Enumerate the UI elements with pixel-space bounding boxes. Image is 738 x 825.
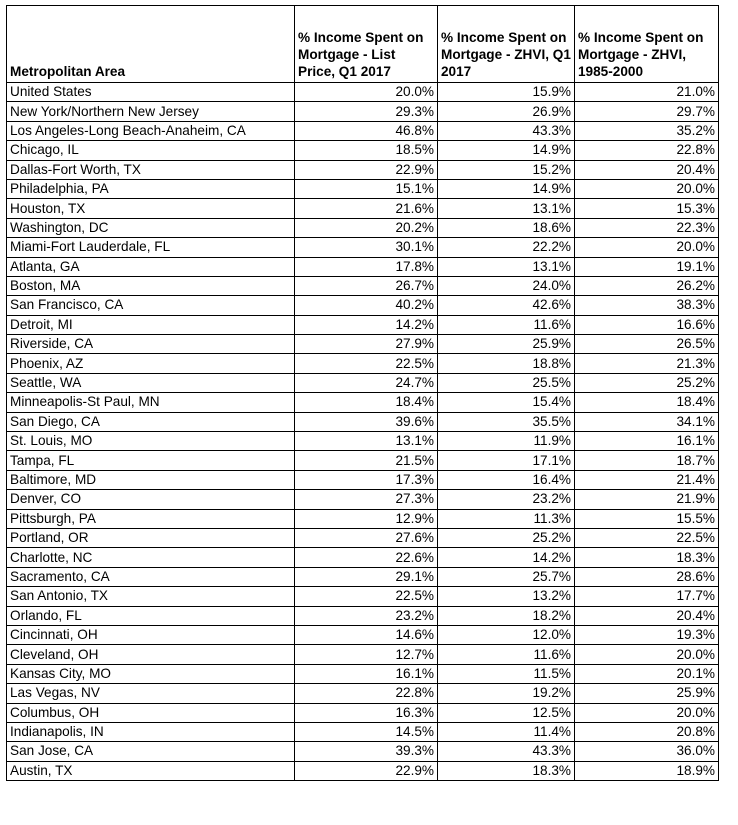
table-row — [7, 121, 719, 140]
zhvi-1985-2000-cell: 25.2% — [575, 373, 719, 392]
zhvi-q1-2017-cell: 18.2% — [438, 606, 575, 625]
list-price-q1-2017-cell: 12.7% — [295, 645, 438, 664]
list-price-q1-2017-cell: 17.8% — [295, 257, 438, 276]
list-price-q1-2017-cell: 22.8% — [295, 684, 438, 703]
zhvi-q1-2017-cell: 43.3% — [438, 742, 575, 761]
list-price-q1-2017-cell: 14.2% — [295, 315, 438, 334]
zhvi-q1-2017-cell: 16.4% — [438, 470, 575, 489]
table-row — [7, 199, 719, 218]
zhvi-1985-2000-cell: 22.8% — [575, 141, 719, 160]
zhvi-q1-2017-cell: 11.6% — [438, 315, 575, 334]
header-zhvi-q1-2017: % Income Spent on Mortgage - ZHVI, Q1 2017 — [438, 6, 575, 83]
zhvi-1985-2000-cell: 25.9% — [575, 684, 719, 703]
list-price-q1-2017-cell: 30.1% — [295, 238, 438, 257]
table-row — [7, 703, 719, 722]
table-row — [7, 83, 719, 102]
mortgage-income-table — [6, 5, 719, 781]
metro-area-cell: San Diego, CA — [7, 412, 295, 431]
zhvi-q1-2017-cell: 13.1% — [438, 257, 575, 276]
zhvi-q1-2017-cell: 14.9% — [438, 179, 575, 198]
metro-area-cell: Los Angeles-Long Beach-Anaheim, CA — [7, 121, 295, 140]
table-row — [7, 354, 719, 373]
zhvi-1985-2000-cell: 20.8% — [575, 722, 719, 741]
metro-area-cell: Washington, DC — [7, 218, 295, 237]
zhvi-1985-2000-cell: 16.1% — [575, 432, 719, 451]
zhvi-1985-2000-cell: 19.3% — [575, 625, 719, 644]
table-row — [7, 141, 719, 160]
list-price-q1-2017-cell: 14.5% — [295, 722, 438, 741]
zhvi-q1-2017-cell: 11.3% — [438, 509, 575, 528]
metro-area-cell: St. Louis, MO — [7, 432, 295, 451]
list-price-q1-2017-cell: 29.1% — [295, 567, 438, 586]
zhvi-1985-2000-cell: 20.0% — [575, 238, 719, 257]
metro-area-cell: Tampa, FL — [7, 451, 295, 470]
table-header — [7, 6, 719, 83]
list-price-q1-2017-cell: 23.2% — [295, 606, 438, 625]
zhvi-q1-2017-cell: 11.6% — [438, 645, 575, 664]
zhvi-1985-2000-cell: 29.7% — [575, 102, 719, 121]
table-row — [7, 606, 719, 625]
table-row — [7, 160, 719, 179]
list-price-q1-2017-cell: 22.9% — [295, 160, 438, 179]
metro-area-cell: Minneapolis-St Paul, MN — [7, 393, 295, 412]
table-body — [7, 83, 719, 781]
zhvi-q1-2017-cell: 19.2% — [438, 684, 575, 703]
zhvi-q1-2017-cell: 18.3% — [438, 761, 575, 780]
zhvi-1985-2000-cell: 15.5% — [575, 509, 719, 528]
table-row — [7, 218, 719, 237]
zhvi-q1-2017-cell: 25.5% — [438, 373, 575, 392]
table-row — [7, 102, 719, 121]
metro-area-cell: Sacramento, CA — [7, 567, 295, 586]
header-metropolitan-area: Metropolitan Area — [7, 6, 295, 83]
list-price-q1-2017-cell: 29.3% — [295, 102, 438, 121]
zhvi-1985-2000-cell: 21.0% — [575, 83, 719, 102]
zhvi-q1-2017-cell: 13.2% — [438, 587, 575, 606]
table-row — [7, 528, 719, 547]
list-price-q1-2017-cell: 20.0% — [295, 83, 438, 102]
list-price-q1-2017-cell: 46.8% — [295, 121, 438, 140]
metro-area-cell: United States — [7, 83, 295, 102]
table-row — [7, 470, 719, 489]
zhvi-1985-2000-cell: 38.3% — [575, 296, 719, 315]
header-zhvi-1985-2000: % Income Spent on Mortgage - ZHVI, 1985-2000 — [575, 6, 719, 83]
metro-area-cell: Austin, TX — [7, 761, 295, 780]
list-price-q1-2017-cell: 26.7% — [295, 276, 438, 295]
table-row — [7, 587, 719, 606]
metro-area-cell: Orlando, FL — [7, 606, 295, 625]
table-row — [7, 625, 719, 644]
metro-area-cell: Cleveland, OH — [7, 645, 295, 664]
table-row — [7, 722, 719, 741]
zhvi-1985-2000-cell: 21.4% — [575, 470, 719, 489]
zhvi-1985-2000-cell: 18.3% — [575, 548, 719, 567]
zhvi-1985-2000-cell: 18.7% — [575, 451, 719, 470]
list-price-q1-2017-cell: 12.9% — [295, 509, 438, 528]
list-price-q1-2017-cell: 15.1% — [295, 179, 438, 198]
zhvi-q1-2017-cell: 43.3% — [438, 121, 575, 140]
zhvi-q1-2017-cell: 24.0% — [438, 276, 575, 295]
metro-area-cell: Philadelphia, PA — [7, 179, 295, 198]
zhvi-q1-2017-cell: 18.8% — [438, 354, 575, 373]
metro-area-cell: Chicago, IL — [7, 141, 295, 160]
header-row — [7, 6, 719, 83]
metro-area-cell: Denver, CO — [7, 490, 295, 509]
list-price-q1-2017-cell: 22.9% — [295, 761, 438, 780]
table-row — [7, 296, 719, 315]
zhvi-q1-2017-cell: 17.1% — [438, 451, 575, 470]
zhvi-q1-2017-cell: 26.9% — [438, 102, 575, 121]
zhvi-1985-2000-cell: 22.5% — [575, 528, 719, 547]
table-row — [7, 179, 719, 198]
table-row — [7, 335, 719, 354]
list-price-q1-2017-cell: 18.4% — [295, 393, 438, 412]
metro-area-cell: Phoenix, AZ — [7, 354, 295, 373]
zhvi-1985-2000-cell: 19.1% — [575, 257, 719, 276]
zhvi-q1-2017-cell: 25.9% — [438, 335, 575, 354]
table-row — [7, 684, 719, 703]
zhvi-1985-2000-cell: 26.5% — [575, 335, 719, 354]
table-row — [7, 567, 719, 586]
zhvi-1985-2000-cell: 21.9% — [575, 490, 719, 509]
zhvi-q1-2017-cell: 23.2% — [438, 490, 575, 509]
zhvi-1985-2000-cell: 21.3% — [575, 354, 719, 373]
zhvi-1985-2000-cell: 28.6% — [575, 567, 719, 586]
zhvi-1985-2000-cell: 20.4% — [575, 606, 719, 625]
list-price-q1-2017-cell: 21.5% — [295, 451, 438, 470]
zhvi-1985-2000-cell: 17.7% — [575, 587, 719, 606]
zhvi-q1-2017-cell: 25.7% — [438, 567, 575, 586]
zhvi-q1-2017-cell: 12.0% — [438, 625, 575, 644]
zhvi-1985-2000-cell: 26.2% — [575, 276, 719, 295]
metro-area-cell: Boston, MA — [7, 276, 295, 295]
metro-area-cell: New York/Northern New Jersey — [7, 102, 295, 121]
metro-area-cell: Columbus, OH — [7, 703, 295, 722]
metro-area-cell: Pittsburgh, PA — [7, 509, 295, 528]
metro-area-cell: Riverside, CA — [7, 335, 295, 354]
zhvi-1985-2000-cell: 15.3% — [575, 199, 719, 218]
zhvi-q1-2017-cell: 15.9% — [438, 83, 575, 102]
zhvi-1985-2000-cell: 35.2% — [575, 121, 719, 140]
metro-area-cell: Houston, TX — [7, 199, 295, 218]
zhvi-q1-2017-cell: 11.5% — [438, 664, 575, 683]
zhvi-q1-2017-cell: 14.9% — [438, 141, 575, 160]
metro-area-cell: San Jose, CA — [7, 742, 295, 761]
metro-area-cell: Cincinnati, OH — [7, 625, 295, 644]
zhvi-q1-2017-cell: 11.9% — [438, 432, 575, 451]
zhvi-1985-2000-cell: 20.4% — [575, 160, 719, 179]
zhvi-1985-2000-cell: 20.0% — [575, 703, 719, 722]
table-row — [7, 548, 719, 567]
list-price-q1-2017-cell: 16.1% — [295, 664, 438, 683]
table-row — [7, 276, 719, 295]
table-row — [7, 664, 719, 683]
list-price-q1-2017-cell: 20.2% — [295, 218, 438, 237]
list-price-q1-2017-cell: 21.6% — [295, 199, 438, 218]
metro-area-cell: Baltimore, MD — [7, 470, 295, 489]
zhvi-1985-2000-cell: 18.9% — [575, 761, 719, 780]
zhvi-q1-2017-cell: 22.2% — [438, 238, 575, 257]
zhvi-q1-2017-cell: 35.5% — [438, 412, 575, 431]
zhvi-1985-2000-cell: 18.4% — [575, 393, 719, 412]
metro-area-cell: Miami-Fort Lauderdale, FL — [7, 238, 295, 257]
header-list-price-q1-2017: % Income Spent on Mortgage - List Price, Q1 2017 — [295, 6, 438, 83]
table-row — [7, 257, 719, 276]
zhvi-1985-2000-cell: 36.0% — [575, 742, 719, 761]
metro-area-cell: Detroit, MI — [7, 315, 295, 334]
table-row — [7, 432, 719, 451]
metro-area-cell: Seattle, WA — [7, 373, 295, 392]
list-price-q1-2017-cell: 16.3% — [295, 703, 438, 722]
zhvi-1985-2000-cell: 20.0% — [575, 179, 719, 198]
list-price-q1-2017-cell: 22.5% — [295, 354, 438, 373]
zhvi-q1-2017-cell: 42.6% — [438, 296, 575, 315]
metro-area-cell: Charlotte, NC — [7, 548, 295, 567]
list-price-q1-2017-cell: 39.3% — [295, 742, 438, 761]
table-row — [7, 451, 719, 470]
list-price-q1-2017-cell: 18.5% — [295, 141, 438, 160]
metro-area-cell: Portland, OR — [7, 528, 295, 547]
metro-area-cell: Las Vegas, NV — [7, 684, 295, 703]
zhvi-q1-2017-cell: 12.5% — [438, 703, 575, 722]
list-price-q1-2017-cell: 40.2% — [295, 296, 438, 315]
table-row — [7, 315, 719, 334]
list-price-q1-2017-cell: 17.3% — [295, 470, 438, 489]
zhvi-1985-2000-cell: 20.0% — [575, 645, 719, 664]
zhvi-1985-2000-cell: 16.6% — [575, 315, 719, 334]
list-price-q1-2017-cell: 13.1% — [295, 432, 438, 451]
zhvi-q1-2017-cell: 15.4% — [438, 393, 575, 412]
zhvi-q1-2017-cell: 15.2% — [438, 160, 575, 179]
metro-area-cell: Dallas-Fort Worth, TX — [7, 160, 295, 179]
list-price-q1-2017-cell: 39.6% — [295, 412, 438, 431]
table-row — [7, 393, 719, 412]
zhvi-1985-2000-cell: 20.1% — [575, 664, 719, 683]
metro-area-cell: Atlanta, GA — [7, 257, 295, 276]
list-price-q1-2017-cell: 27.9% — [295, 335, 438, 354]
list-price-q1-2017-cell: 22.6% — [295, 548, 438, 567]
table-row — [7, 490, 719, 509]
list-price-q1-2017-cell: 22.5% — [295, 587, 438, 606]
metro-area-cell: Indianapolis, IN — [7, 722, 295, 741]
table-row — [7, 742, 719, 761]
table-row — [7, 373, 719, 392]
table-row — [7, 509, 719, 528]
zhvi-q1-2017-cell: 14.2% — [438, 548, 575, 567]
metro-area-cell: San Francisco, CA — [7, 296, 295, 315]
list-price-q1-2017-cell: 24.7% — [295, 373, 438, 392]
table-row — [7, 412, 719, 431]
zhvi-1985-2000-cell: 34.1% — [575, 412, 719, 431]
list-price-q1-2017-cell: 14.6% — [295, 625, 438, 644]
zhvi-q1-2017-cell: 25.2% — [438, 528, 575, 547]
table-row — [7, 761, 719, 780]
list-price-q1-2017-cell: 27.6% — [295, 528, 438, 547]
table-row — [7, 645, 719, 664]
zhvi-q1-2017-cell: 11.4% — [438, 722, 575, 741]
list-price-q1-2017-cell: 27.3% — [295, 490, 438, 509]
zhvi-q1-2017-cell: 18.6% — [438, 218, 575, 237]
metro-area-cell: San Antonio, TX — [7, 587, 295, 606]
zhvi-1985-2000-cell: 22.3% — [575, 218, 719, 237]
table-row — [7, 238, 719, 257]
metro-area-cell: Kansas City, MO — [7, 664, 295, 683]
zhvi-q1-2017-cell: 13.1% — [438, 199, 575, 218]
